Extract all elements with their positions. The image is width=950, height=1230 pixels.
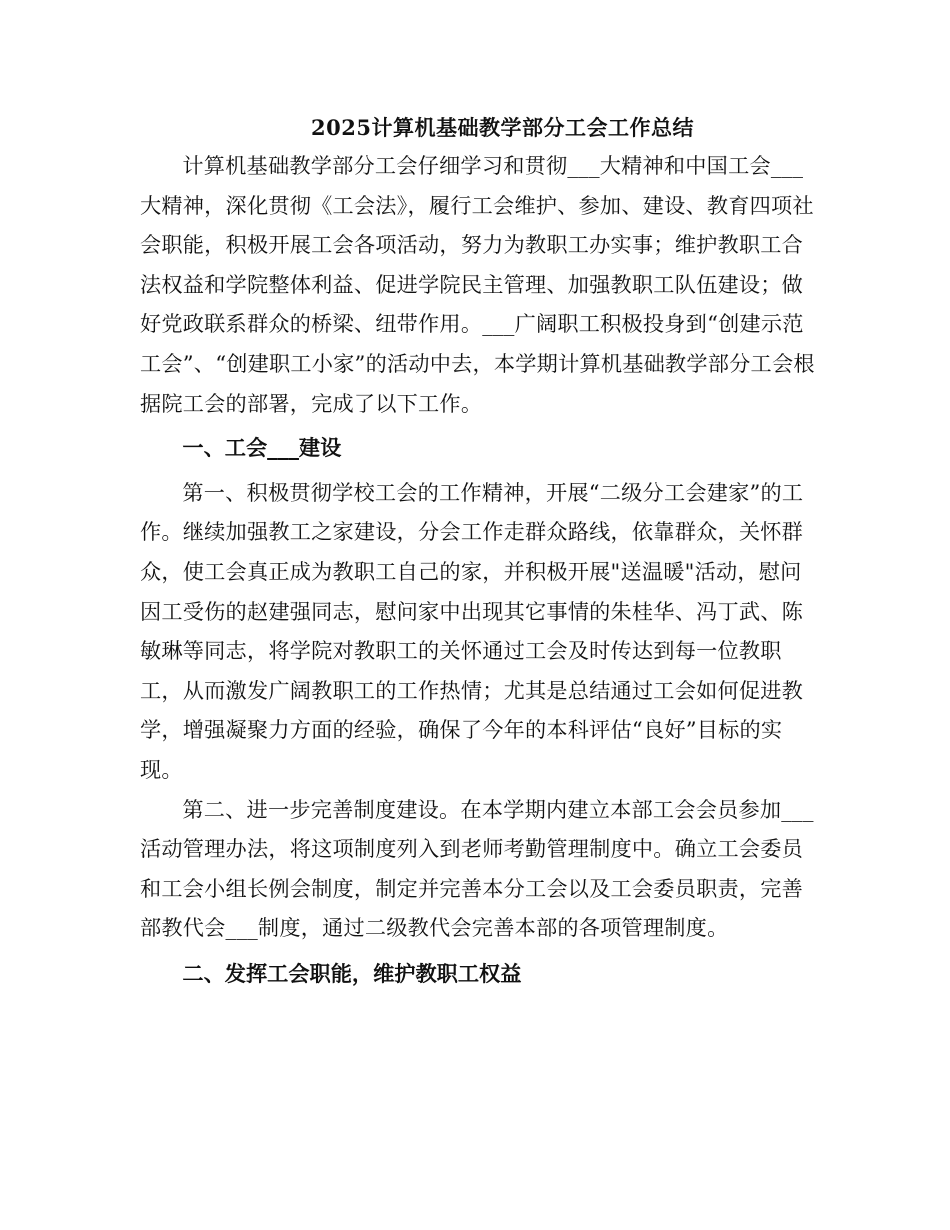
document-title: 2025计算机基础教学部分工会工作总结 <box>311 115 694 140</box>
section1-paragraph-2: 第二、进一步完善制度建设。在本学期内建立本部工会会员参加___活动管理办法，将这项制度列入到老师考勤管理制度中。确立工会委员和工会小组长例会制度，制定并完善本分工会以及工会委员职责，完善部教代会___制度，通过二级教代会完善本部的各项管理制度。 <box>140 796 814 941</box>
document-page <box>140 110 820 998</box>
section1-paragraph-1: 第一、积极贯彻学校工会的工作精神，开展“二级分工会建家”的工作。继续加强教工之家建设，分会工作走群众路线，依靠群众，关怀群众，使工会真正成为教职工自己的家，并积极开展"送温暖"活动，慰问因工受伤的赵建强同志，慰问家中出现其它事情的朱桂华、冯丁武、陈敏琳等同志，将学院对教职工的关怀通过工会及时传达到每一位教职工，从而激发广阔教职工的工作热情；尤其是总结通过工会如何促进教学，增强凝聚力方面的经验，确保了今年的本科评估“良好”目标的实现。 <box>140 479 804 782</box>
section-heading-1: 一、工会___建设 <box>182 435 342 461</box>
section-heading-2: 二、发挥工会职能，维护教职工权益 <box>182 960 522 986</box>
intro-paragraph: 计算机基础教学部分工会仔细学习和贯彻___大精神和中国工会___大精神，深化贯彻《工会法》，履行工会维护、参加、建设、教育四项社会职能，积极开展工会各项活动，努力为教职工办实事；维护教职工合法权益和学院整体利益、促进学院民主管理、加强教职工队伍建设；做好党政联系群众的桥梁、纽带作用。___广阔职工积极投身到“创建示范工会”、“创建职工小家”的活动中去，本学期计算机基础教学部分工会根据院工会的部署，完成了以下工作。 <box>140 153 815 416</box>
